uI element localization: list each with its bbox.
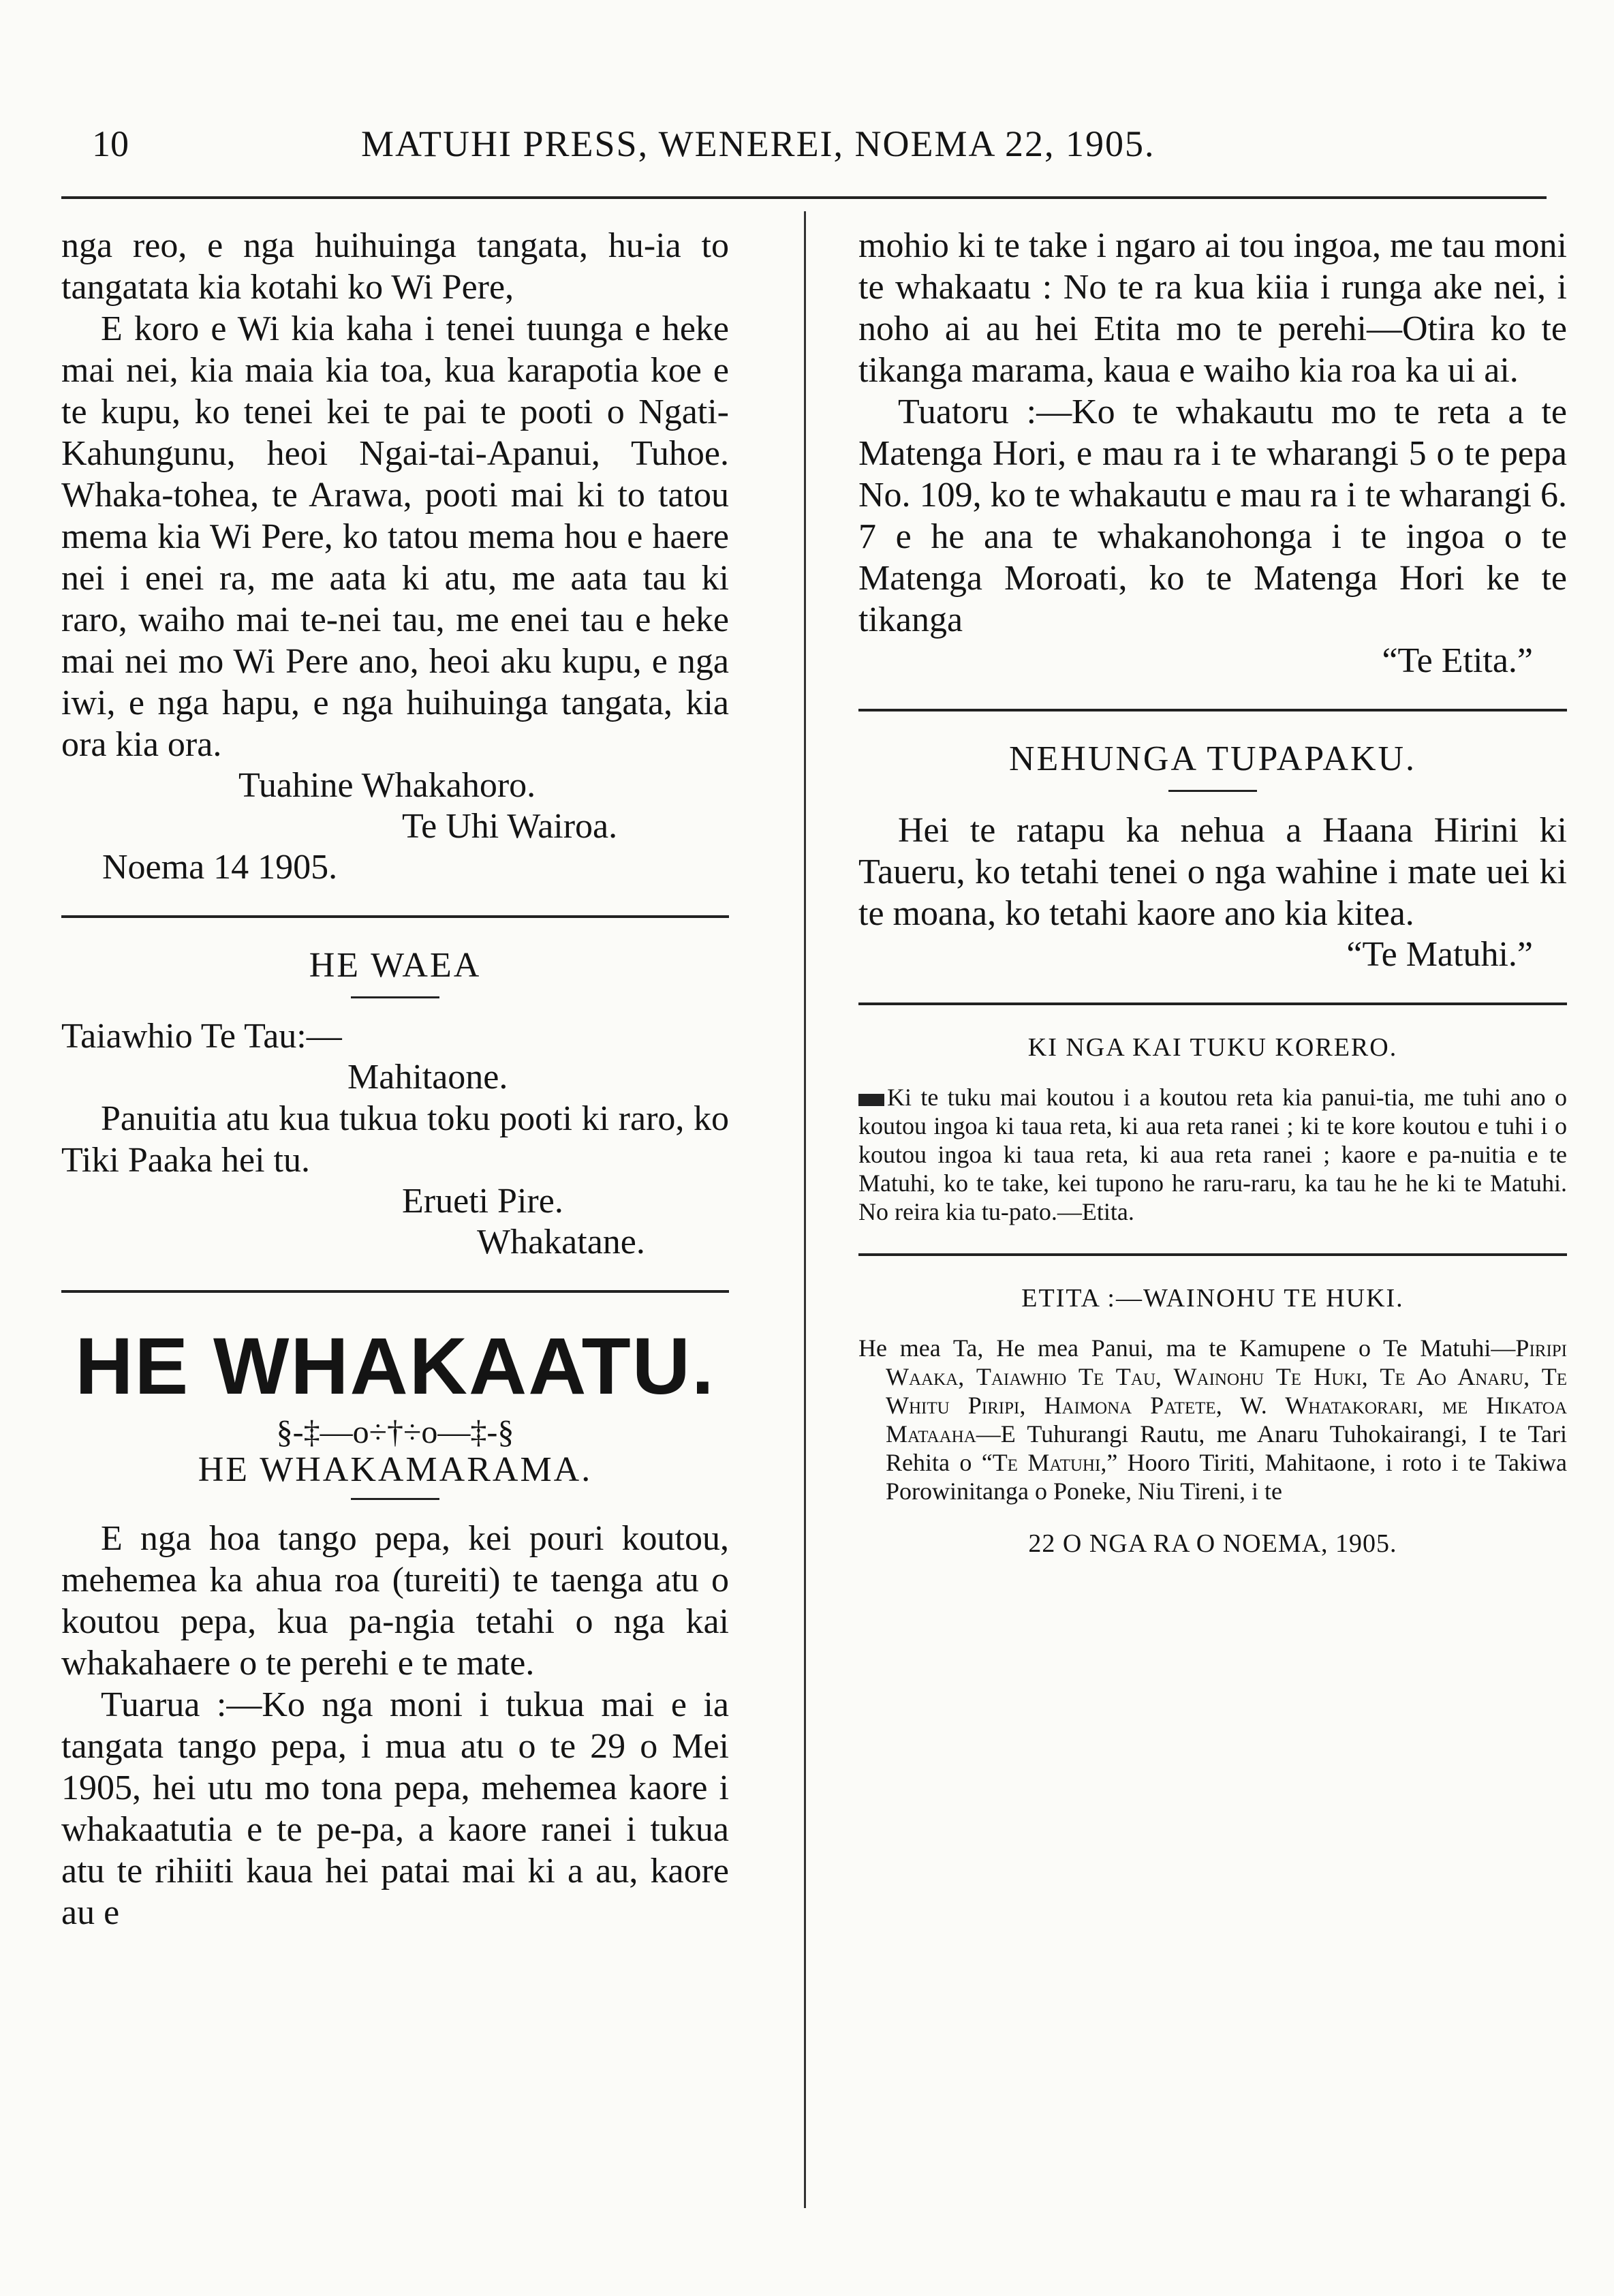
column-divider (804, 211, 806, 2208)
telegram-place: Mahitaone. (347, 1058, 508, 1097)
notice-paragraph: E nga hoa tango pepa, kei pouri koutou, mehemea ka ahua roa (tureiti) te taenga atu o koutou pepa, kua pa-ngia tetahi o nga kai whakahaere o te perehi e te mate. (61, 1519, 729, 1683)
notice-paragraph: Tuatoru :—Ko te whakautu mo te reta a te Matenga Hori, e mau ra i te wharangi 5 o te pepa No. 109, ko te whakautu e mau ra i te wharangi 6. 7 e he ana te whakanohonga i te ingoa o te Matenga Moroati, ko te Matenga Hori ke te tikanga (858, 393, 1567, 639)
section-heading: HE WAEA (309, 946, 482, 985)
letter-date: Noema 14 1905. (102, 848, 338, 887)
short-rule (351, 1498, 439, 1500)
imprint-paper-name: Te Matuhi (992, 1449, 1101, 1476)
page-number: 10 (92, 123, 129, 164)
letter-signature: Tuahine Whakahoro. (238, 766, 536, 805)
left-column (61, 225, 729, 1933)
section-rule (61, 915, 729, 918)
imprint-paragraph (858, 1334, 1567, 1505)
funeral-paragraph: Hei te ratapu ka nehua a Haana Hirini ki Taueru, ko tetahi tenei o nga wahine i mate uei ki te moana, ko tetahi kaore ano kia kitea. (858, 811, 1567, 933)
contributors-text: Ki te tuku mai koutou i a koutou reta kia panui-tia, me tuhi ano o koutou ingoa ki taua reta, ki aua reta ranei ; ki te kore koutou e tuhi i o koutou ingoa ki taua reta, ki aua reta ranei ; kaore e pa-nuitia e te Matuhi, ko te take, kei tupono he raru-raru, ka tau he he ki te Matuhi. No reira kia tu-pato.—Etita. (858, 1084, 1567, 1225)
section-rule (858, 1002, 1567, 1005)
editor-signature: “Te Etita.” (1382, 641, 1533, 680)
masthead: MATUHI PRESS, WENEREI, NOEMA 22, 1905. (361, 123, 1155, 164)
contributors-notice (858, 1083, 1567, 1226)
ornament-divider: §-‡—o÷†÷o—‡-§ (276, 1414, 514, 1450)
telegram-signature: Erueti Pire. (402, 1182, 563, 1221)
imprint-date: 22 O NGA RA O NOEMA, 1905. (1028, 1529, 1397, 1558)
pointing-hand-icon (858, 1094, 884, 1106)
page-header (61, 123, 1553, 170)
section-heading: NEHUNGA TUPAPAKU. (1008, 739, 1417, 778)
notice-subtitle: HE WHAKAMARAMA. (198, 1450, 593, 1489)
short-rule (1168, 790, 1257, 792)
section-rule (61, 1290, 729, 1293)
imprint-text: —E Tuhurangi Rautu, me Anaru Tuhokairangi, I te Tari Rehita o “ (886, 1420, 1567, 1476)
short-rule (351, 996, 439, 998)
telegram-body: Panuitia atu kua tukua toku pooti ki raro, ko Tiki Paaka hei tu. (61, 1099, 729, 1180)
letter-signature: Te Uhi Wairoa. (402, 807, 618, 846)
section-heading: ETITA :—WAINOHU TE HUKI. (1021, 1284, 1404, 1313)
section-rule (858, 1253, 1567, 1256)
notice-paragraph: Tuarua :—Ko nga moni i tukua mai e ia tangata tango pepa, i mua atu o te 29 o Mei 1905, hei utu mo tona pepa, mehemea kaore i whakaatutia e te pe-pa, a kaore ranei i tukua atu te rihiiti kaua hei patai mai ki a au, kaore au e (61, 1685, 729, 1932)
section-heading: KI NGA KAI TUKU KORERO. (1027, 1033, 1398, 1062)
imprint-text: ,” Hooro Tiriti, Mahitaone, i roto i te Takiwa Porowinitanga o Poneke, Niu Tireni, i te (886, 1449, 1568, 1505)
letter-paragraph: E koro e Wi kia kaha i tenei tuunga e heke mai nei, kia maia kia toa, kua karapotia koe e te kupu, ko tenei kei te pai te pooti o Ngati-Kahungunu, heoi Ngai-tai-Apanui, Tuhoe. Whaka-tohea, te Arawa, pooti mai ki to tatou mema kia Wi Pere, ko tatou mema hou e haere nei i enei ra, me aata ki atu, me aata tau ki raro, waiho mai te-nei tau, me enei tau e heke mai nei mo Wi Pere ano, heoi aku kupu, e nga iwi, e nga hapu, e nga huihuinga tangata, kia ora kia ora. (61, 309, 729, 764)
telegram-recipient: Taiawhio Te Tau:— (61, 1017, 342, 1056)
funeral-signature: “Te Matuhi.” (1346, 935, 1533, 974)
notice-title: HE WHAKAATU. (75, 1321, 715, 1411)
section-rule (858, 709, 1567, 711)
telegram-place: Whakatane. (477, 1223, 645, 1261)
imprint-text: He mea Ta, He mea Panui, ma te Kamupene o Te Matuhi— (858, 1334, 1516, 1362)
imprint-names: Piripi Waaka, Taiawhio Te Tau, Wainohu Te Huki, Te Ao Anaru, Te Whitu Piripi, Haimona Patete, W. Whatakorari, me Hikatoa Mataaha (886, 1334, 1567, 1448)
header-rule (61, 196, 1547, 199)
letter-paragraph: nga reo, e nga huihuinga tangata, hu-ia to tangatata kia kotahi ko Wi Pere, (61, 226, 729, 307)
right-column (858, 225, 1567, 1559)
notice-continuation: mohio ki te take i ngaro ai tou ingoa, me tau moni te whakaatu : No te ra kua kiia i runga ake nei, i noho ai au hei Etita mo te perehi—Otira ko te tikanga marama, kaua e waiho kia roa ka ui ai. (858, 226, 1567, 390)
